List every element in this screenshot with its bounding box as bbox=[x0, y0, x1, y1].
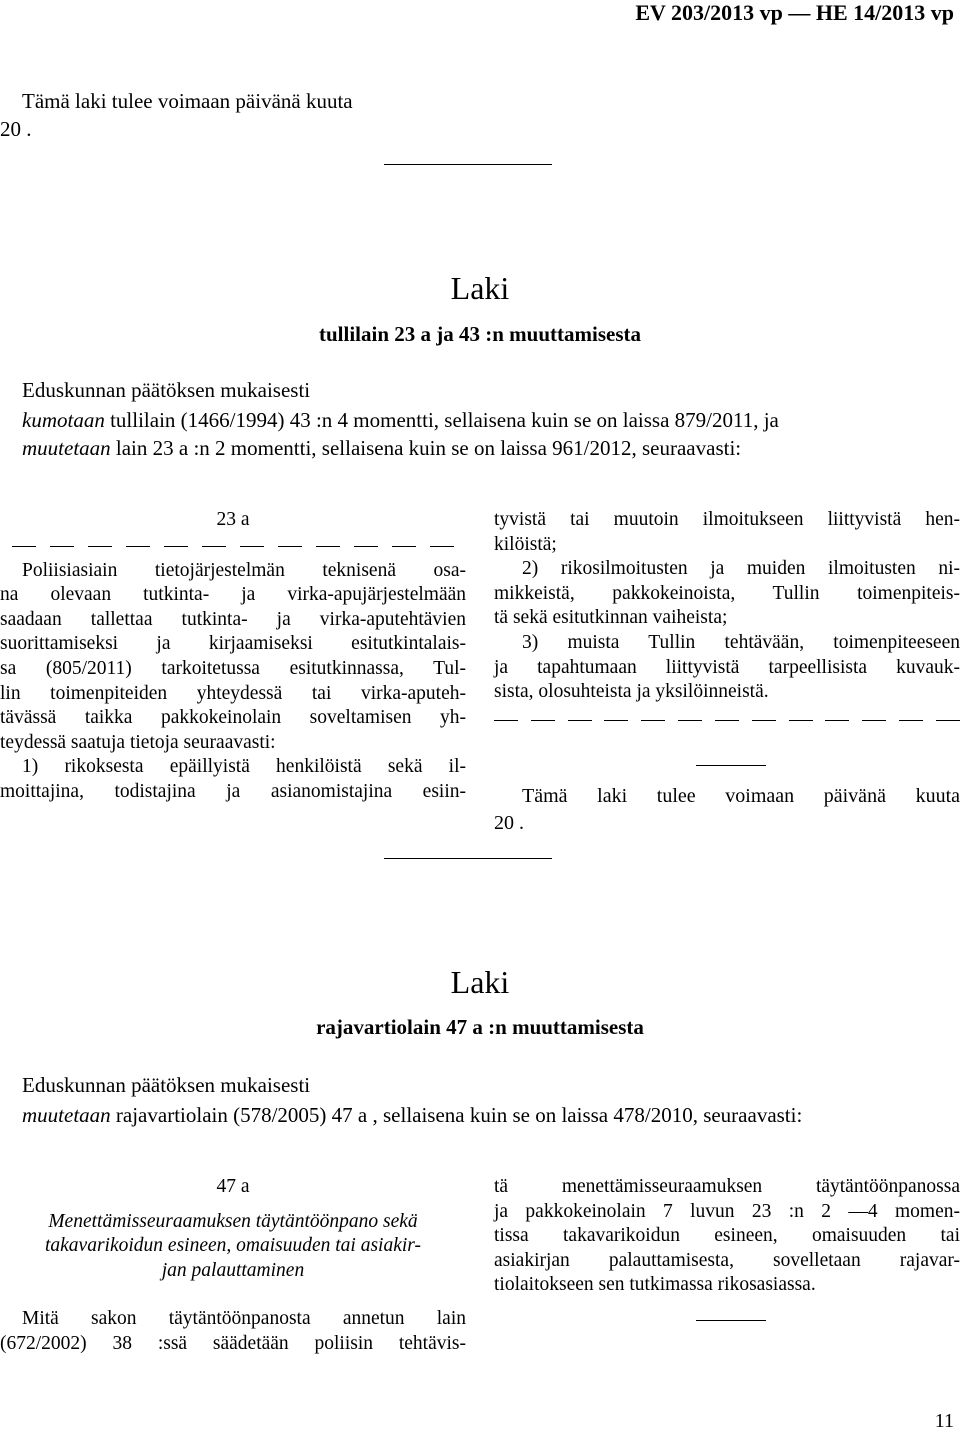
body-line: 1) rikoksesta epäillyistä henkilöistä sekä il- bbox=[22, 756, 466, 778]
short-rule bbox=[696, 1320, 766, 1321]
body-line: mikkeistä, pakkokeinoista, Tullin toimenpiteis- bbox=[494, 582, 960, 604]
body-line: saadaan tallettaa tutkinta- ja virka-aputehtävien bbox=[0, 608, 466, 630]
document-reference: EV 203/2013 vp — HE 14/2013 vp bbox=[635, 0, 954, 25]
body-line: tä sekä esitutkinnan vaiheista; bbox=[494, 607, 728, 629]
body-line: tiolaitokseen sen tutkimassa rikosasiassa. bbox=[494, 1274, 816, 1296]
short-rule bbox=[696, 765, 766, 766]
enactment-clause: Eduskunnan päätöksen mukaisesti bbox=[22, 378, 311, 402]
section-title-line: Menettämisseuraamuksen täytäntöönpano sekä bbox=[48, 1210, 418, 1232]
law-title: Laki bbox=[450, 964, 510, 1000]
page-number: 11 bbox=[934, 1410, 954, 1432]
body-line: sista, olosuhteista ja yksilöinneistä. bbox=[494, 681, 769, 703]
law2-left-column bbox=[0, 1175, 466, 1357]
repeal-text: tullilain (1466/1994) 43 :n 4 momentti, sellaisena kuin se on laissa 879/2011, ja bbox=[110, 408, 779, 432]
section-heading: 47 a bbox=[216, 1176, 250, 1197]
body-line: (672/2002) 38 :ssä säädetään poliisin tehtävis- bbox=[0, 1332, 466, 1354]
law1-right-column bbox=[494, 508, 960, 733]
enactment-clause: Eduskunnan päätöksen mukaisesti bbox=[22, 1073, 311, 1097]
separator-rule bbox=[384, 858, 552, 859]
law-subtitle: rajavartiolain 47 a :n muuttamisesta bbox=[316, 1015, 644, 1039]
amend-text: lain 23 a :n 2 momentti, sellaisena kuin se on laissa 961/2012, seuraavasti: bbox=[115, 436, 742, 460]
body-line: tyvistä tai muutoin ilmoitukseen liittyvistä hen- bbox=[494, 509, 960, 530]
amend-paragraph bbox=[22, 436, 741, 461]
section-title-line: takavarikoidun esineen, omaisuuden tai asiakir- bbox=[44, 1235, 421, 1257]
body-line: tävässä taikka pakkokeinolain soveltamisen yh- bbox=[0, 707, 466, 729]
separator-rule bbox=[384, 164, 552, 165]
law1-entry-into-force bbox=[494, 785, 960, 835]
body-line: teydessä saatuja tietoja seuraavasti: bbox=[0, 731, 276, 753]
entry-line1: Tämä laki tulee voimaan päivänä kuuta bbox=[522, 785, 960, 807]
entry-into-force-line1: Tämä laki tulee voimaan päivänä kuuta bbox=[22, 89, 353, 113]
body-line: lin toimenpiteiden yhteydessä tai virka-aputeh- bbox=[0, 682, 466, 704]
amend-paragraph bbox=[22, 1103, 802, 1128]
omission-dashes bbox=[12, 535, 454, 559]
body-line: na olevaan tutkinta- ja virka-apujärjestelmään bbox=[0, 584, 466, 606]
entry-into-force-line2: 20 . bbox=[0, 117, 32, 141]
amend-verb: muutetaan bbox=[22, 1103, 111, 1127]
body-line: ja tapahtumaan liittyvistä tarpeellisista kuvauk- bbox=[494, 656, 960, 678]
law-subtitle: tullilain 23 a ja 43 :n muuttamisesta bbox=[318, 322, 641, 346]
section-heading: 23 a bbox=[216, 509, 250, 530]
amend-text: rajavartiolain (578/2005) 47 a , sellaisena kuin se on laissa 478/2010, seuraavasti: bbox=[115, 1103, 803, 1127]
body-line: tissa takavarikoidun esineen, omaisuuden tai bbox=[494, 1225, 960, 1247]
body-line: 3) muista Tullin tehtävään, toimenpiteeseen bbox=[522, 631, 960, 653]
section-title-line: jan palauttaminen bbox=[161, 1259, 305, 1281]
body-line: Mitä sakon täytäntöönpanosta annetun lain bbox=[22, 1308, 466, 1330]
entry-line2: 20 . bbox=[494, 812, 524, 834]
body-line: tä menettämisseuraamuksen täytäntöönpanossa bbox=[494, 1176, 960, 1197]
law1-left-column bbox=[0, 508, 466, 805]
body-line: asiakirjan palauttamisesta, sovelletaan rajavar- bbox=[494, 1249, 960, 1271]
law-title: Laki bbox=[450, 270, 510, 306]
body-line: moittajina, todistajina ja asianomistajina esiin- bbox=[0, 780, 466, 802]
omission-dashes bbox=[494, 709, 960, 733]
body-line: Poliisiasiain tietojärjestelmän teknisenä osa- bbox=[22, 559, 466, 581]
body-line: kilöistä; bbox=[494, 533, 557, 555]
amend-verb: muutetaan bbox=[22, 436, 111, 460]
law2-right-column bbox=[494, 1175, 960, 1298]
repeal-paragraph bbox=[22, 408, 910, 433]
body-line: sa (805/2011) tarkoitetussa esitutkinnassa, Tul- bbox=[0, 657, 466, 679]
repeal-verb: kumotaan bbox=[22, 408, 105, 432]
body-line: ja pakkokeinolain 7 luvun 23 :n 2 —4 momen- bbox=[494, 1200, 960, 1222]
body-line: 2) rikosilmoitusten ja muiden ilmoitusten ni- bbox=[522, 558, 960, 580]
body-line: suorittamiseksi ja kirjaamiseksi esitutkintalais- bbox=[0, 633, 466, 655]
